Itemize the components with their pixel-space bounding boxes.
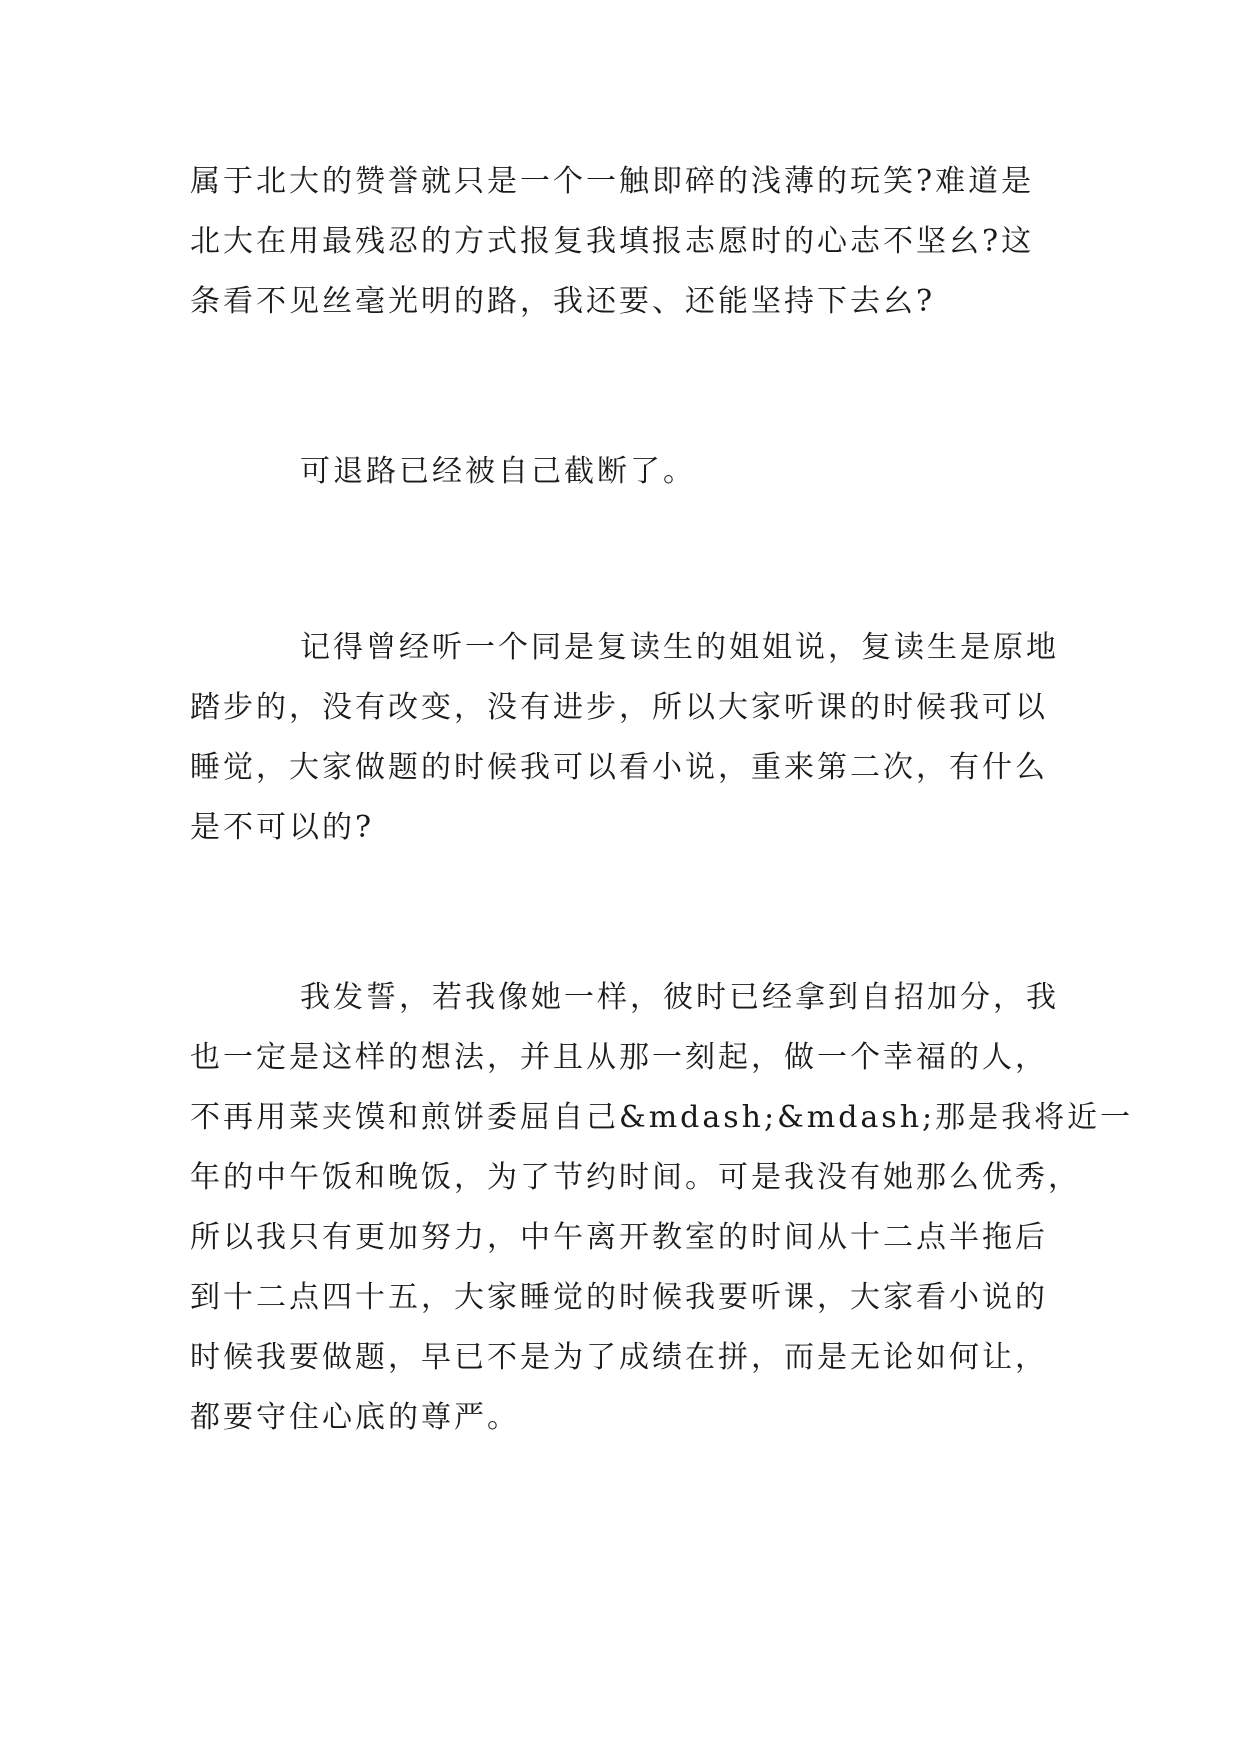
paragraph-line: 记得曾经听一个同是复读生的姐姐说，复读生是原地 bbox=[300, 630, 1059, 665]
paragraph-line: 我发誓，若我像她一样，彼时已经拿到自招加分，我 bbox=[300, 980, 1059, 1015]
paragraph-2 bbox=[190, 442, 1050, 502]
paragraph-line: 踏步的，没有改变，没有进步，所以大家听课的时候我可以 bbox=[190, 690, 1048, 725]
paragraph-line: 所以我只有更加努力，中午离开教室的时间从十二点半拖后 bbox=[190, 1220, 1048, 1255]
paragraph-line: 条看不见丝毫光明的路，我还要、还能坚持下去幺? bbox=[190, 284, 936, 319]
paragraph-3 bbox=[190, 618, 1059, 858]
paragraph-line: 年的中午饭和晚饭，为了节约时间。可是我没有她那么优秀， bbox=[190, 1160, 1081, 1195]
paragraph-line: 不再用菜夹馍和煎饼委屈自己&mdash;&mdash;那是我将近一 bbox=[190, 1100, 1134, 1135]
paragraph-line: 可退路已经被自己截断了。 bbox=[300, 454, 696, 489]
paragraph-4 bbox=[190, 968, 1134, 1448]
paragraph-line: 北大在用最残忍的方式报复我填报志愿时的心志不坚幺?这 bbox=[190, 224, 1035, 259]
paragraph-line: 属于北大的赞誉就只是一个一触即碎的浅薄的玩笑?难道是 bbox=[190, 164, 1035, 199]
paragraph-line: 都要守住心底的尊严。 bbox=[190, 1400, 520, 1435]
paragraph-line: 时候我要做题，早已不是为了成绩在拼，而是无论如何让， bbox=[190, 1340, 1048, 1375]
paragraph-line: 睡觉，大家做题的时候我可以看小说，重来第二次，有什么 bbox=[190, 750, 1048, 785]
paragraph-1 bbox=[190, 152, 1050, 332]
paragraph-line: 到十二点四十五，大家睡觉的时候我要听课，大家看小说的 bbox=[190, 1280, 1048, 1315]
paragraph-line: 是不可以的? bbox=[190, 810, 375, 845]
paragraph-line: 也一定是这样的想法，并且从那一刻起，做一个幸福的人， bbox=[190, 1040, 1048, 1075]
